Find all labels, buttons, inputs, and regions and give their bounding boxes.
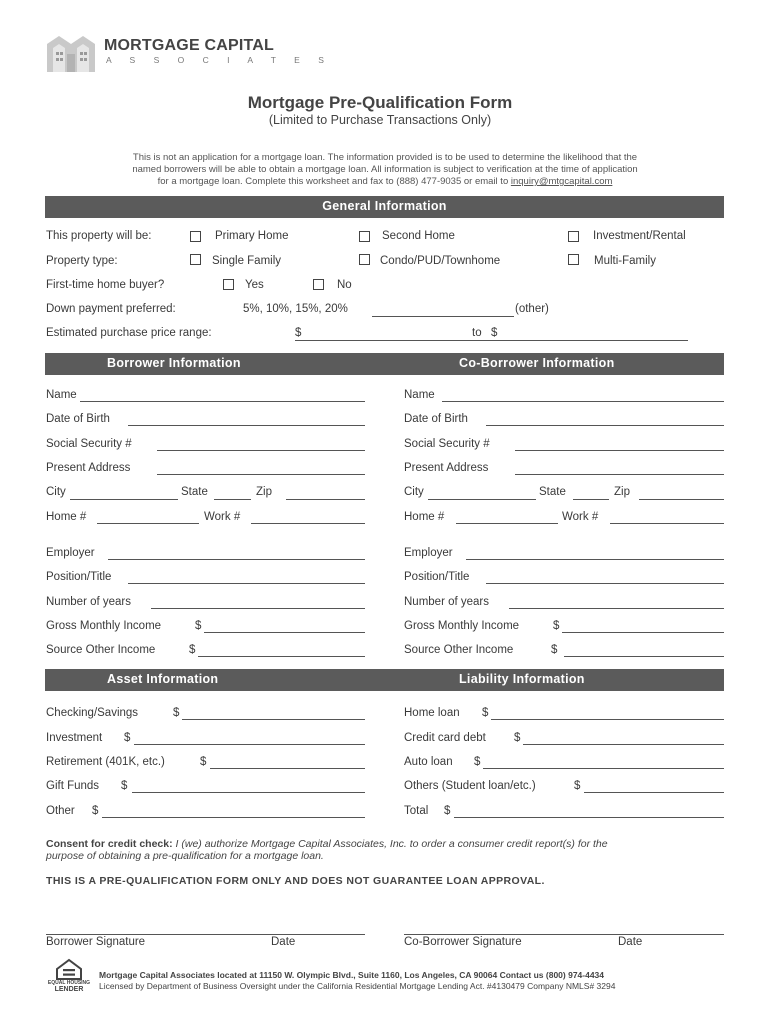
investment-checkbox[interactable] [568,231,579,242]
company-name: MORTGAGE CAPITAL [104,37,275,54]
disclaimer: THIS IS A PRE-QUALIFICATION FORM ONLY AND DOES NOT GUARANTEE LOAN APPROVAL. [46,875,545,887]
condo-label: Condo/PUD/Townhome [380,255,501,267]
borrower-other-income-symbol: $ [189,644,196,656]
price-to-label: to [472,327,482,339]
coborrower-signature-label: Co-Borrower Signature [404,936,522,948]
down-payment-label: Down payment preferred: [46,303,176,315]
intro-line-3 [0,176,770,187]
checking-savings-symbol: $ [173,707,180,719]
intro-line-2: named borrowers will be able to obtain a mortgage loan. All information is subject to verification at the time of application [132,164,638,175]
borrower-income-symbol: $ [195,620,202,632]
borrower-home-label: Home # [46,511,87,523]
coborrower-address-field[interactable] [515,474,724,475]
single-family-checkbox[interactable] [190,254,201,265]
borrower-work-label: Work # [204,511,241,523]
borrower-info-header: Borrower Information [107,356,241,370]
auto-loan-symbol: $ [474,756,481,768]
coborrower-home-label: Home # [404,511,445,523]
price-range-label: Estimated purchase price range: [46,327,212,339]
other-liabilities-symbol: $ [574,780,581,792]
price-range-field[interactable] [295,340,688,341]
coborrower-years-label: Number of years [404,596,490,608]
consent-text-2: purpose of obtaining a pre-qualification for a mortgage loan. [46,850,324,862]
coborrower-income-symbol: $ [553,620,560,632]
second-home-label: Second Home [382,230,455,242]
coborrower-years-field[interactable] [509,608,724,609]
footer-license: Licensed by Department of Business Oversight under the California Residential Mortgage Lending Act. #4130479 Company NMLS# 3294 [99,981,616,991]
consent-text-1: I (we) authorize Mortgage Capital Associates, Inc. to order a consumer credit report(s) for the [175,838,608,850]
coborrower-date-label: Date [618,936,643,948]
borrower-ssn-label: Social Security # [46,438,132,450]
price-from-symbol: $ [295,327,302,339]
borrower-other-income-field[interactable] [198,656,365,657]
other-asset-label: Other [46,805,75,817]
other-liabilities-label: Others (Student loan/etc.) [404,780,536,792]
single-family-label: Single Family [212,255,282,267]
coborrower-income-field[interactable] [562,632,724,633]
borrower-dob-field[interactable] [128,425,365,426]
coborrower-name-field[interactable] [442,401,724,402]
coborrower-position-label: Position/Title [404,571,470,583]
investment-asset-label: Investment [46,732,103,744]
coborrower-employer-field[interactable] [466,559,724,560]
home-loan-label: Home loan [404,707,460,719]
borrower-zip-label: Zip [256,486,272,498]
coborrower-zip-label: Zip [614,486,630,498]
down-payment-other-label: (other) [515,303,549,315]
borrower-state-field[interactable] [214,499,251,500]
page-title: Mortgage Pre-Qualification Form [247,93,513,112]
asset-info-header: Asset Information [107,672,219,686]
yes-checkbox[interactable] [223,279,234,290]
coborrower-income-label: Gross Monthly Income [404,620,520,632]
eho-line-1: EQUAL HOUSING [47,980,91,986]
credit-card-field[interactable] [523,744,724,745]
borrower-state-label: State [181,486,208,498]
coborrower-name-label: Name [404,389,435,401]
coborrower-dob-label: Date of Birth [404,413,468,425]
home-loan-field[interactable] [491,719,724,720]
footer-address: Mortgage Capital Associates located at 11150 W. Olympic Blvd., Suite 1160, Los Angeles, CA 90064 Contact us (800) 974-4434 [99,970,605,980]
equal-housing-icon [47,958,91,980]
coborrower-other-income-symbol: $ [551,644,558,656]
property-type-label: Property type: [46,255,118,267]
property-use-label: This property will be: [46,230,152,242]
coborrower-ssn-label: Social Security # [404,438,490,450]
borrower-position-field[interactable] [128,583,365,584]
total-symbol: $ [444,805,451,817]
down-payment-options: 5%, 10%, 15%, 20% [243,303,348,315]
price-to-symbol: $ [491,327,498,339]
other-asset-field[interactable] [102,817,365,818]
borrower-position-label: Position/Title [46,571,112,583]
borrower-header-bar [45,353,724,375]
multi-family-checkbox[interactable] [568,254,579,265]
primary-home-label: Primary Home [215,230,289,242]
credit-card-label: Credit card debt [404,732,486,744]
intro-line-3-text: for a mortgage loan. Complete this worksheet and fax to (888) 477-9035 or email to [157,176,509,187]
checking-savings-field[interactable] [182,719,365,720]
borrower-city-label: City [46,486,66,498]
total-label: Total [404,805,429,817]
borrower-other-income-label: Source Other Income [46,644,156,656]
second-home-checkbox[interactable] [359,231,370,242]
coborrower-city-field[interactable] [428,499,536,500]
coborrower-position-field[interactable] [486,583,724,584]
coborrower-signature-field[interactable] [404,934,724,935]
coborrower-state-label: State [539,486,566,498]
multi-family-label: Multi-Family [594,255,656,267]
email-link[interactable]: inquiry@mtgcapital.com [510,176,613,187]
liability-info-header: Liability Information [459,672,585,686]
borrower-zip-field[interactable] [286,499,365,500]
borrower-income-field[interactable] [204,632,365,633]
coborrower-home-field[interactable] [456,523,558,524]
coborrower-work-label: Work # [562,511,599,523]
borrower-employer-label: Employer [46,547,95,559]
total-field[interactable] [454,817,724,818]
coborrower-info-header: Co-Borrower Information [459,356,615,370]
borrower-address-label: Present Address [46,462,131,474]
borrower-address-field[interactable] [157,474,365,475]
consent-label: Consent for credit check: [46,838,173,850]
first-time-buyer-label: First-time home buyer? [46,279,165,291]
equal-housing-lender-logo [47,958,91,994]
company-subtitle: A S S O C I A T E S [106,55,332,65]
borrower-home-field[interactable] [97,523,199,524]
consent-line-1 [46,838,608,850]
coborrower-dob-field[interactable] [486,425,724,426]
borrower-city-field[interactable] [70,499,178,500]
down-payment-other-field[interactable] [372,316,514,317]
borrower-signature-field[interactable] [46,934,365,935]
borrower-income-label: Gross Monthly Income [46,620,162,632]
no-checkbox[interactable] [313,279,324,290]
coborrower-employer-label: Employer [404,547,453,559]
borrower-date-label: Date [271,936,296,948]
auto-loan-label: Auto loan [404,756,453,768]
intro-line-1: This is not an application for a mortgage loan. The information provided is to be used to determine the likelihood that the [132,152,638,163]
general-info-header [45,196,724,218]
coborrower-other-income-field[interactable] [564,656,724,657]
page-subtitle: (Limited to Purchase Transactions Only) [268,113,492,127]
coborrower-work-field[interactable] [610,523,724,524]
other-liabilities-field[interactable] [584,792,724,793]
primary-home-checkbox[interactable] [190,231,201,242]
condo-checkbox[interactable] [359,254,370,265]
eho-line-2: LENDER [54,986,84,993]
borrower-signature-label: Borrower Signature [46,936,146,948]
retirement-label: Retirement (401K, etc.) [46,756,165,768]
other-asset-symbol: $ [92,805,99,817]
yes-label: Yes [245,279,264,291]
investment-asset-field[interactable] [134,744,365,745]
investment-asset-symbol: $ [124,732,131,744]
retirement-symbol: $ [200,756,207,768]
coborrower-city-label: City [404,486,424,498]
no-label: No [337,279,352,291]
borrower-ssn-field[interactable] [157,450,365,451]
borrower-name-field[interactable] [80,401,365,402]
consent-line-2 [46,850,324,862]
asset-liability-header-bar [45,669,724,691]
coborrower-ssn-field[interactable] [515,450,724,451]
company-logo-icon [45,32,97,74]
coborrower-state-field[interactable] [573,499,609,500]
borrower-employer-field[interactable] [108,559,365,560]
borrower-years-field[interactable] [151,608,365,609]
general-info-header-label: General Information [322,199,447,213]
coborrower-other-income-label: Source Other Income [404,644,514,656]
borrower-dob-label: Date of Birth [46,413,110,425]
gift-funds-symbol: $ [121,780,128,792]
gift-funds-label: Gift Funds [46,780,100,792]
coborrower-address-label: Present Address [404,462,489,474]
checking-savings-label: Checking/Savings [46,707,139,719]
coborrower-zip-field[interactable] [639,499,724,500]
home-loan-symbol: $ [482,707,489,719]
gift-funds-field[interactable] [132,792,365,793]
borrower-name-label: Name [46,389,77,401]
borrower-years-label: Number of years [46,596,132,608]
auto-loan-field[interactable] [483,768,724,769]
investment-label: Investment/Rental [593,230,686,242]
retirement-field[interactable] [210,768,365,769]
credit-card-symbol: $ [514,732,521,744]
borrower-work-field[interactable] [251,523,365,524]
